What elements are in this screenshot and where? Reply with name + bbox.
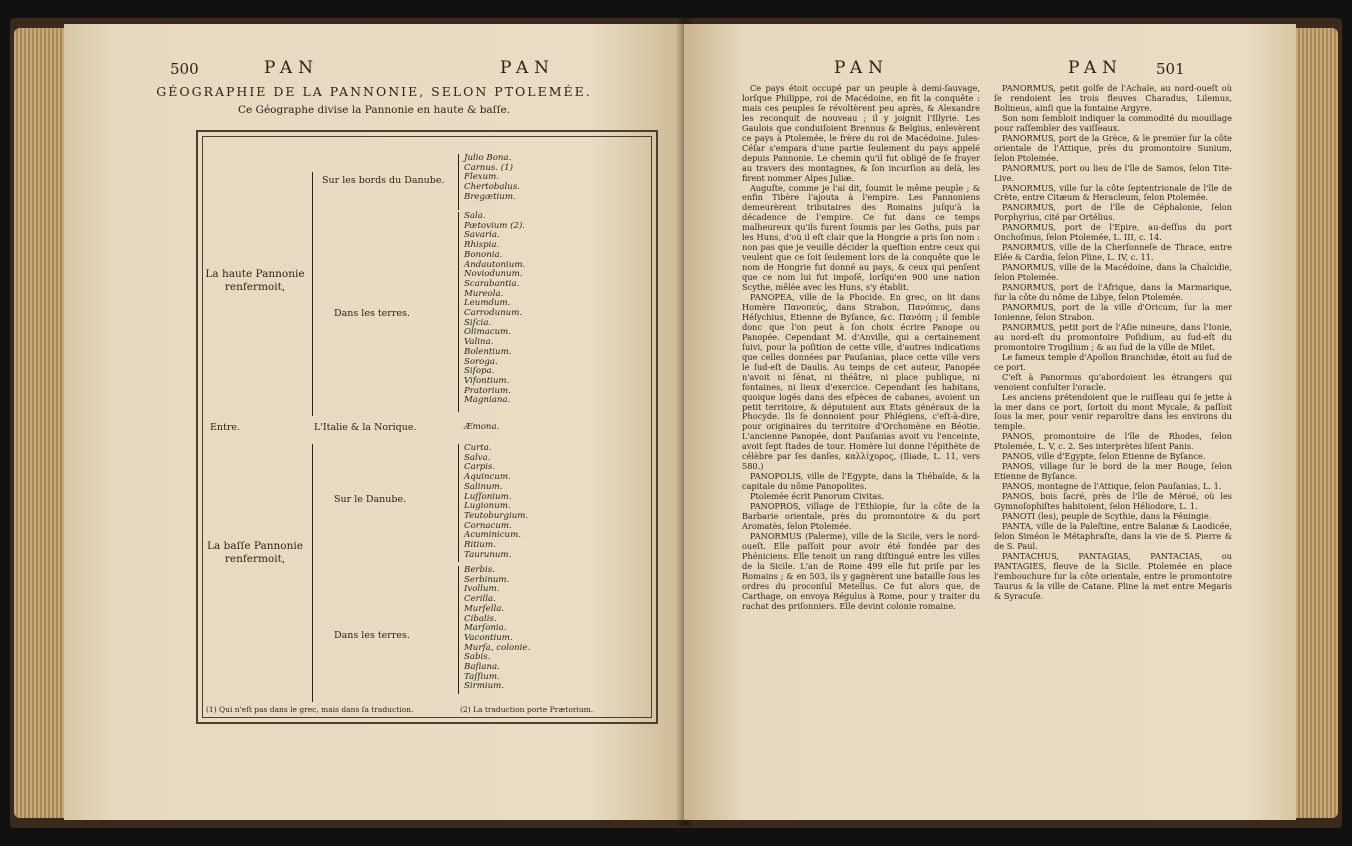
page-number: 501 bbox=[1156, 60, 1185, 78]
town-name: Pætovium (2). bbox=[464, 220, 526, 231]
town-name: Teutoburgium. bbox=[464, 510, 529, 521]
town-name: Olimacum. bbox=[464, 327, 512, 338]
town-name: Magniana. bbox=[464, 395, 511, 406]
footnote-1: (1) Qui n'eſt pas dans le grec, mais dans ſa traduction. bbox=[206, 705, 414, 714]
town-name: Noviodunum. bbox=[464, 269, 523, 280]
danube-towns bbox=[464, 154, 520, 203]
basse-pannonie-label: La baſſe Pannonie renfermoit, bbox=[207, 540, 303, 565]
town-name: Bononia. bbox=[464, 249, 503, 260]
paragraph: PANORMUS, port de l'Afrique, dans la Marmarique, ſur la côte du nôme de Libye, ſelon Ptolemée. bbox=[994, 282, 1232, 303]
entre-town: Æmona. bbox=[464, 422, 500, 432]
danube-label: Sur les bords du Danube. bbox=[322, 175, 445, 186]
brace-basse-danube bbox=[458, 444, 459, 562]
town-name: Cerilla. bbox=[464, 594, 496, 605]
paragraph: PANORMUS, port de l'île de Céphalonie, ſelon Porphyrius, cité par Ortélius. bbox=[994, 202, 1232, 223]
town-name: Soroga. bbox=[464, 356, 498, 367]
running-head-right: PAN bbox=[1068, 58, 1124, 78]
town-name: Carnus. (1) bbox=[464, 162, 513, 173]
right-page bbox=[684, 24, 1296, 820]
page-number: 500 bbox=[170, 60, 199, 78]
paragraph: Le fameux temple d'Apollon Branchidæ, étoit au ſud de ce port. bbox=[994, 351, 1232, 372]
paragraph: PANOS, promontoire de l'île de Rhodes, ſelon Ptolemée, L. V, c. 2. Ses interprètes liſent Panis. bbox=[994, 431, 1232, 452]
text-column-1 bbox=[742, 84, 980, 612]
town-name: Vacontium. bbox=[464, 632, 513, 643]
paragraph: Ce pays étoit occupé par un peuple à demi-ſauvage, lorſque Philippe, roi de Macédoine, en fit la conquête : mais ces peuples ſe révoltèrent peu après, & Alexandre les reconquit de nouveau ; il y joignit l'Illyrie. Les Gaulois que conduiſoient Brennus & Belgius, enlevèrent ce pays à Ptolemée, le frère du roi de Macédoine. Jules-Céſar s'empara d'une partie ſeulement du pays appelé depuis Pannonie. Le chemin qu'il fut obligé de ſe frayer au travers des montagnes, & ſon incurſion au delà, les firent nommer Alpes Juliæ. bbox=[742, 83, 980, 183]
paragraph: PANORMUS (Palerme), ville de la Sicile, vers le nord-oueſt. Elle paſſoit pour avoir été fondée par des Phéniciens. Elle tenoit un rang diſtingué entre les villes de la Sicile. L'an de Rome 499 elle fut priſe par les Romains ; & en 503, ils y gagnèrent une bataille ſous les ordres du proconſul Metellus. Ce fut alors que, de Carthage, on envoya Régulus à Rome, pour y traiter du rachat des priſonniers. Elle devint colonie romaine. bbox=[742, 530, 980, 611]
town-name: Carpis. bbox=[464, 462, 496, 473]
town-name: Sirmium. bbox=[464, 681, 505, 692]
page-edges-left bbox=[14, 28, 70, 818]
page-subtitle: Ce Géographe divise la Pannonie en haute & baſſe. bbox=[237, 104, 511, 116]
basse-danube-towns bbox=[464, 444, 528, 560]
paragraph: PANTACHUS, PANTAGIAS, PANTACIAS, ou PANTAGIES, fleuve de la Sicile. Ptolemée en place l'embouchure ſur la côte orientale, entre le promontoire Taurus & la ville de Catane. Pline la met entre Megaris & Syracuſe. bbox=[994, 550, 1232, 601]
town-name: Leumdum. bbox=[464, 298, 511, 309]
brace-basse-terres bbox=[458, 566, 459, 694]
town-name: Sabis. bbox=[464, 652, 491, 663]
town-name: Murſella. bbox=[464, 603, 505, 614]
paragraph: PANOPROS, village de l'Ethiopie, ſur la côte de la Barbarie orientale, près du promontoire & du port Aromatès, ſelon Ptolemée. bbox=[742, 501, 980, 531]
paragraph: PANORMUS, ville de la Cherſonneſe de Thrace, entre Elée & Cardia, ſelon Pline, L. IV, c. 11. bbox=[994, 242, 1232, 263]
entre-label: Entre. bbox=[210, 422, 241, 433]
paragraph: PANORMUS, port de la Grèce, & le premier ſur la côte orientale de l'Attique, près du promontoire Sunium, ſelon Ptolemée. bbox=[994, 132, 1232, 163]
paragraph: PANOPOLIS, ville de l'Egypte, dans la Thébaïde, & la capitale du nôme Panopolites. bbox=[742, 471, 980, 492]
town-name: Aquincum. bbox=[464, 472, 511, 483]
terres-label: Dans les terres. bbox=[334, 308, 410, 319]
town-name: Bregætium. bbox=[464, 191, 516, 202]
town-name: Serbinum. bbox=[464, 574, 510, 585]
basse-terres-label: Dans les terres. bbox=[334, 630, 410, 641]
town-name: Pratorium. bbox=[464, 385, 511, 396]
town-name: Julio Bona. bbox=[464, 153, 512, 163]
page-edges-right bbox=[1294, 28, 1338, 818]
town-name: Sala. bbox=[464, 211, 486, 221]
brace-basse bbox=[312, 444, 313, 702]
page-title: GÉOGRAPHIE DE LA PANNONIE, SELON PTOLEMÉE. bbox=[156, 84, 592, 99]
town-name: Taſſium. bbox=[464, 671, 500, 682]
town-name: Acuminicum. bbox=[464, 530, 521, 541]
town-name: Rhispia. bbox=[464, 240, 500, 251]
town-name: Taurunum. bbox=[464, 549, 512, 560]
town-name: Berbis. bbox=[464, 565, 495, 575]
paragraph: PANORMUS, petit port de l'Aſie mineure, dans l'Ionie, au nord-eſt du promontoire Poſidium, au ſud-eſt du promontoire Trogilium ; & au ſud de la ville de Milet. bbox=[994, 321, 1232, 352]
paragraph: PANORMUS, ville de la Macédoine, dans la Chalcidie, ſelon Ptolemée. bbox=[994, 262, 1232, 283]
town-name: Lugionum. bbox=[464, 501, 511, 512]
terres-towns bbox=[464, 212, 525, 406]
town-name: Vifontium. bbox=[464, 375, 510, 386]
running-head-right: PAN bbox=[500, 58, 556, 78]
town-name: Carrodunum. bbox=[464, 308, 523, 319]
paragraph: PANOTI (les), peuple de Scythie, dans la Féningie. bbox=[1002, 510, 1212, 521]
paragraph: PANOS, montagne de l'Attique, ſelon Pauſanias, L. 1. bbox=[1002, 481, 1222, 492]
paragraph: Son nom ſembloit indiquer la commodité du mouillage pour raſſembler des vaiſſeaux. bbox=[994, 112, 1232, 133]
town-name: Valina. bbox=[464, 337, 494, 348]
town-name: Savaria. bbox=[464, 230, 500, 241]
paragraph: PANORMUS, ville ſur la côte ſeptentrionale de l'île de Crète, entre Citæum & Heracleum, ſelon Ptolemée. bbox=[994, 182, 1232, 203]
town-name: Chertobalus. bbox=[464, 182, 520, 193]
brace-danube bbox=[458, 154, 459, 210]
paragraph: PANORMUS, petit golfe de l'Achaïe, au nord-oueſt où ſe rendoient les trois fleuves Charadus, Lilemus, Bolineus, ainſi que la fontaine Argyre. bbox=[994, 83, 1232, 113]
town-name: Marſonia. bbox=[464, 623, 507, 634]
footnote-2: (2) La traduction porte Prætorium. bbox=[460, 705, 594, 714]
basse-terres-towns bbox=[464, 566, 530, 692]
town-name: Mureola. bbox=[464, 288, 504, 299]
town-name: Siſcia. bbox=[464, 317, 492, 328]
running-head-left: PAN bbox=[834, 58, 890, 78]
haute-pannonie-label: La haute Pannonie renfermoit, bbox=[205, 268, 305, 293]
paragraph: Les anciens prétendoient que le ruiſſeau qui ſe jette à la mer dans ce port, ſortoit du mont Mycale, & paſſoit ſous la mer, pour venir reparoître dans les environs du temple. bbox=[994, 391, 1232, 432]
paragraph: Auguſte, comme je l'ai dit, ſoumit le même peuple ; & enfin Tibère l'ajouta à l'empire. Les Pannoniens demeurèrent tributaires des Romains juſqu'à la décadence de l'empire. Ce fut dans ce temps malheureux qu'ils furent ſoumis par les Goths, puis par les Huns, d'où il eſt clair que la Hongrie a pris ſon nom : non pas que je veuille décider la queſtion entre ceux qui veulent que ce ſoit ſeulement lors de la conquête que le nom de Hongrie fut donné au pays, & ceux qui penſent que ce nom lui fut impoſé, lorſqu'en 900 une nation Scythe, mêlée avec les Huns, s'y établit. bbox=[742, 182, 980, 293]
left-page bbox=[64, 24, 684, 820]
town-name: Siſopa. bbox=[464, 366, 495, 377]
paragraph: PANOPEA, ville de la Phocide. En grec, on lit dans Homère Πανοπεύς, dans Strabon, Πανόπευς, dans Héſychius, Etienne de Byſance, &c. Πανόπη ; il ſemble donc que l'on peut à ſon choix écrire Panope ou Panopée. Cependant M. d'Anville, qui a certainement ſuivi, pour la poſition de cette ville, d'autres indications que celles données par Pauſanias, place cette ville vers le ſud-eſt de Daulis. Au temps de cet auteur, Panopée n'avoit ni ſénat, ni théâtre, ni place publique, ni fontaines, ni lieux d'exercice. Cependant ſes habitans, quoique logés dans des eſpèces de cabanes, avoient un petit territoire, & députoient aux Etats généraux de la Phocyde. Ils ſe donnoient pour Phlégiens, c'eſt-à-dire, pour originaires du territoire d'Orchomène en Béotie. L'ancienne Panopée, dont Pauſanias avoit vu l'enceinte, avoit ſept ſtades de tour. Homère lui donne l'épithète de célèbre par ſes danſes, καλλίχορος, (Iliade, L. 11, vers 580.) bbox=[742, 292, 980, 472]
town-name: Andautonium. bbox=[464, 259, 526, 270]
town-name: Curta. bbox=[464, 443, 492, 453]
brace-haute bbox=[312, 172, 313, 416]
entre-middle: L'Italie & la Norique. bbox=[314, 422, 417, 433]
town-name: Scarabantia. bbox=[464, 278, 520, 289]
town-name: Luſſonium. bbox=[464, 491, 512, 502]
table-inner-border bbox=[202, 136, 652, 718]
town-name: Salva. bbox=[464, 452, 491, 463]
town-name: Flexum. bbox=[464, 172, 500, 183]
paragraph: PANORMUS, port de la ville d'Oricum, ſur la mer Ionienne, ſelon Strabon. bbox=[994, 301, 1232, 322]
basse-danube-label: Sur le Danube. bbox=[334, 494, 407, 505]
town-name: Murſa, colonie. bbox=[464, 642, 531, 653]
geography-table bbox=[196, 130, 658, 724]
paragraph: PANOS, ville d'Egypte, ſelon Etienne de Byſance. bbox=[1002, 451, 1206, 462]
town-name: Ivollum. bbox=[464, 584, 500, 595]
paragraph: PANOS, bois ſacré, près de l'île de Méroé, où les Gymnoſophiſtes habitoient, ſelon Héliodore, L. 1. bbox=[994, 491, 1232, 512]
town-name: Cornacum. bbox=[464, 520, 512, 531]
town-name: Bolentium. bbox=[464, 346, 512, 357]
town-name: Baſiana. bbox=[464, 662, 500, 673]
town-name: Cibalis. bbox=[464, 613, 497, 624]
paragraph: PANORMUS, port de l'Epire, au-deſſus du port Onchoſmus, ſelon Ptolemée, L. III, c. 14. bbox=[994, 222, 1232, 243]
running-head-left: PAN bbox=[264, 58, 320, 78]
paragraph: PANORMUS, port ou lieu de l'île de Samos, ſelon Tite-Live. bbox=[994, 162, 1232, 183]
brace-terres bbox=[458, 212, 459, 412]
text-column-2 bbox=[994, 84, 1232, 602]
paragraph: PANOS, village ſur le bord de la mer Rouge, ſelon Etienne de Byſance. bbox=[994, 461, 1232, 482]
paragraph: C'eſt à Panormus qu'abordoient les étrangers qui venoient conſulter l'oracle. bbox=[994, 371, 1232, 392]
paragraph: PANTA, ville de la Paleſtine, entre Balanæ & Laodicée, ſelon Siméon le Métaphraſte, dans la vie de S. Pierre & de S. Paul. bbox=[994, 520, 1232, 551]
town-name: Salinum. bbox=[464, 481, 503, 492]
paragraph: Ptolemée écrit Panorum Civitas. bbox=[750, 491, 884, 502]
town-name: Ritium. bbox=[464, 540, 496, 551]
